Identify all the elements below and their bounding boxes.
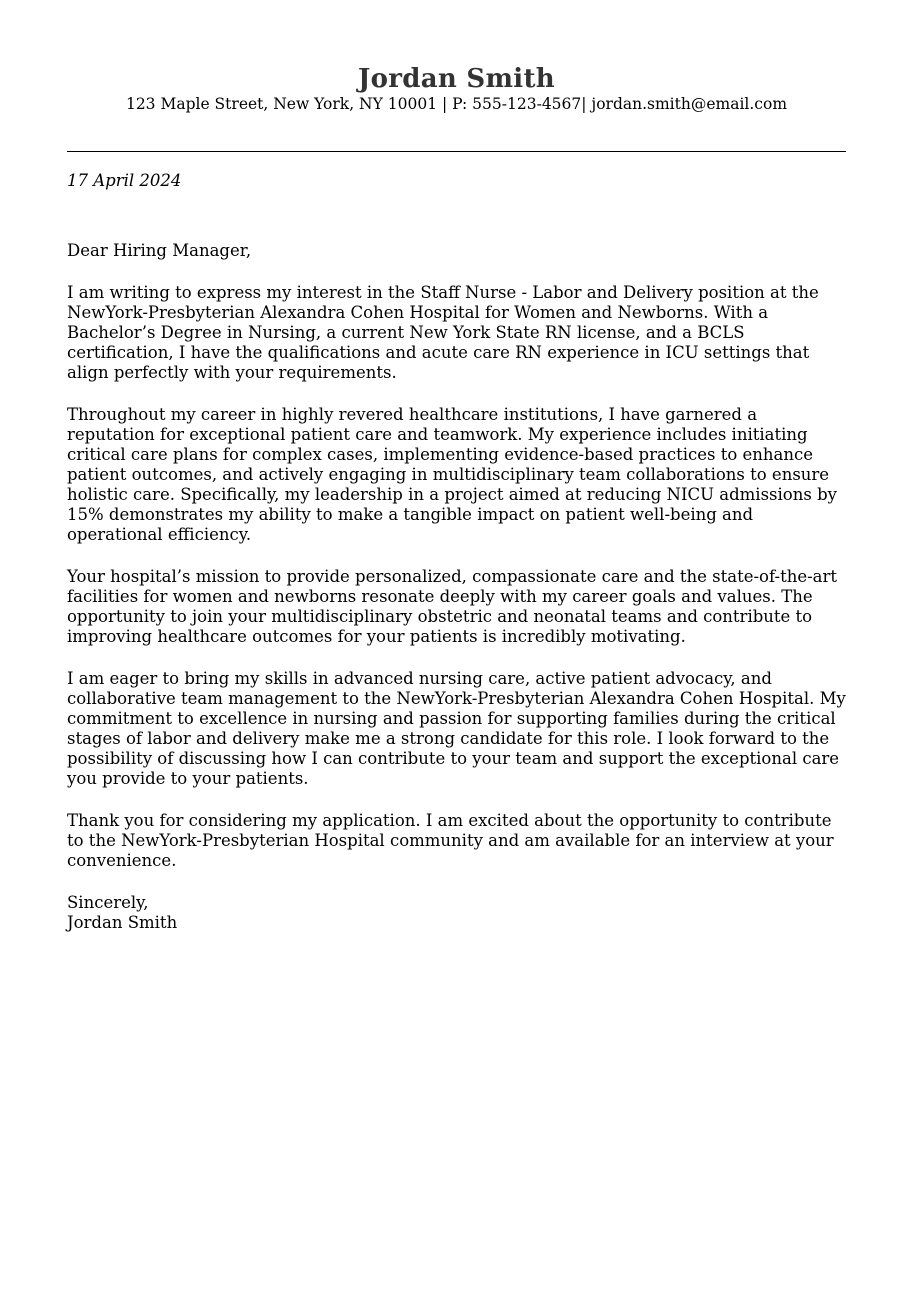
body-paragraph-2: Throughout my career in highly revered healthcare institutions, I have garnered a reputation for exceptional patient care and teamwork. My experience includes initiating critical care plans for complex cases, implementing evidence-based practices to enhance patient outcomes, and actively engaging in multidisciplinary team collaborations to ensure holistic care. Specifically, my leadership in a project aimed at reducing NICU admissions by 15% demonstrates my ability to make a tangible impact on patient well-being and operational efficiency. bbox=[67, 405, 837, 544]
closing-phrase: Sincerely, bbox=[67, 893, 149, 912]
salutation: Dear Hiring Manager, bbox=[67, 241, 252, 260]
sender-contact-info: 123 Maple Street, New York, NY 10001 | P: 555-123-4567| jordan.smith@email.com bbox=[125, 95, 788, 113]
body-paragraph-5: Thank you for considering my application. I am excited about the opportunity to contribute to the NewYork-Presbyterian Hospital community and am available for an interview at your convenience. bbox=[67, 811, 834, 870]
header-divider bbox=[67, 151, 846, 152]
letter-header bbox=[67, 0, 846, 114]
sender-name: Jordan Smith bbox=[357, 64, 555, 94]
letter-closing-block bbox=[67, 893, 846, 933]
body-paragraph-4: I am eager to bring my skills in advanced nursing care, active patient advocacy, and collaborative team management to the NewYork-Presbyterian Alexandra Cohen Hospital. My commitment to excellence in nursing and passion for supporting families during the critical stages of labor and delivery make me a strong candidate for this role. I look forward to the possibility of discussing how I can contribute to your team and support the exceptional care you provide to your patients. bbox=[67, 669, 846, 788]
letter-date: 17 April 2024 bbox=[67, 171, 182, 190]
signature-name: Jordan Smith bbox=[67, 913, 178, 932]
letter-body bbox=[67, 241, 846, 871]
body-paragraph-1: I am writing to express my interest in the Staff Nurse - Labor and Delivery position at the NewYork-Presbyterian Alexandra Cohen Hospital for Women and Newborns. With a Bachelor’s Degree in Nursing, a current New York State RN license, and a BCLS certification, I have the qualifications and acute care RN experience in ICU settings that align perfectly with your requirements. bbox=[67, 283, 819, 382]
body-paragraph-3: Your hospital’s mission to provide personalized, compassionate care and the state-of-the-art facilities for women and newborns resonate deeply with my career goals and values. The opportunity to join your multidisciplinary obstetric and neonatal teams and contribute to improving healthcare outcomes for your patients is incredibly motivating. bbox=[67, 567, 838, 646]
